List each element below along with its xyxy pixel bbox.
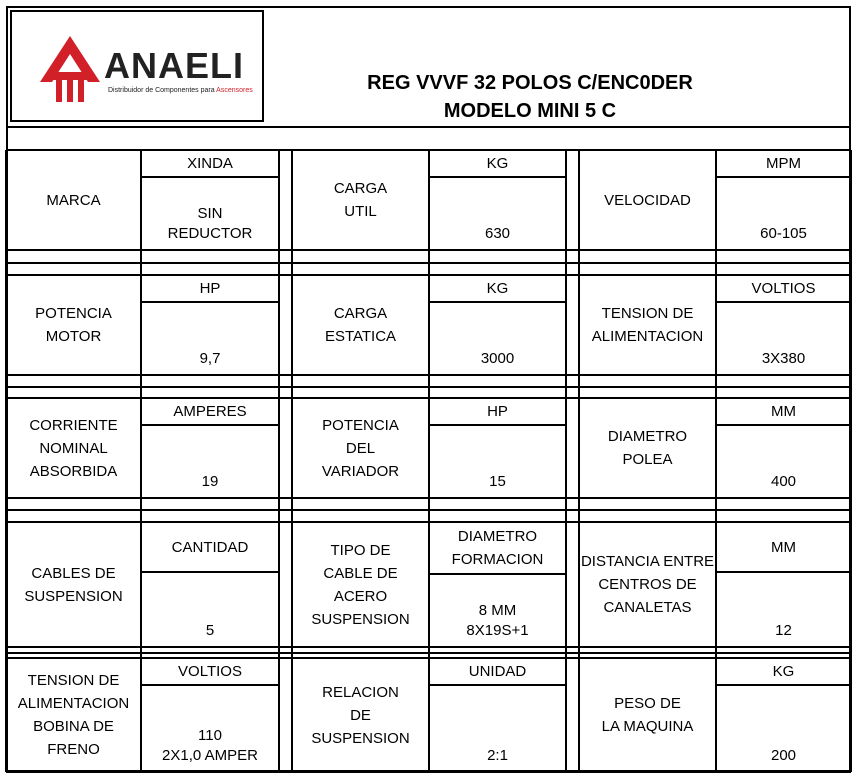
company-logo [10,10,264,122]
grid-line [278,375,280,398]
grid-line [715,647,717,658]
spec-unit: HP [487,403,508,420]
grid-line [850,647,852,658]
spec-label: CABLES DE SUSPENSION [24,564,123,605]
grid-line [291,498,293,522]
spec-unit: XINDA [187,155,233,172]
spec-unit: MM [771,403,796,420]
spec-value: 3000 [480,350,515,367]
spec-unit: VOLTIOS [178,663,242,680]
spec-label: RELACION DE SUSPENSION [311,683,410,747]
grid-line [278,647,280,658]
grid-line [278,498,280,522]
spec-value: 8 MM 8X19S+1 [466,602,529,639]
grid-line [428,498,430,522]
spec-label: CARGA ESTATICA [324,305,397,345]
spec-unit: MM [771,538,796,556]
grid-line [140,647,142,658]
grid-line [565,647,567,658]
grid-line [428,375,430,398]
spec-value: 60-105 [760,225,807,242]
spec-label: TENSION DE ALIMENTACION [591,305,704,345]
spec-unit: VOLTIOS [751,280,816,297]
grid-line [291,250,293,275]
spec-label: CORRIENTE NOMINAL ABSORBIDA [29,416,118,480]
logo-wordmark: ANAELI [104,45,244,86]
grid-line [5,250,7,275]
spec-value: 2:1 [487,747,508,764]
grid-line [140,250,142,275]
grid-line [715,498,717,522]
grid-line [578,647,580,658]
spec-label: VELOCIDAD [604,191,691,209]
logo-tagline [108,87,253,94]
page-title: REG VVVF 32 POLOS C/ENC0DER [367,72,693,94]
spec-unit: KG [486,155,509,172]
logo-tagline-prefix: Distribuidor de Componentes para [108,87,217,94]
spec-value: 200 [770,747,797,764]
spec-label: PESO DE LA MAQUINA [601,695,694,735]
spec-value: 3X380 [761,350,806,367]
spec-unit: KG [772,663,795,680]
grid-line [850,250,852,275]
spec-value: 400 [770,473,797,490]
logo-tagline-highlight: Ascensores [216,87,253,94]
spec-unit: CANTIDAD [171,538,249,556]
grid-line [6,126,851,128]
spec-value: 5 [205,622,215,639]
grid-line [850,498,852,522]
grid-line [5,647,7,658]
grid-line [578,250,580,275]
spec-unit: KG [486,280,509,297]
spec-value: SIN REDUCTOR [167,205,253,242]
spec-value: 110 2X1,0 AMPER [162,727,258,764]
spec-value: 15 [489,473,506,490]
grid-line [565,498,567,522]
grid-line [291,375,293,398]
grid-line [850,375,852,398]
spec-label: TIPO DE CABLE DE ACERO SUSPENSION [311,541,410,628]
grid-line [428,647,430,658]
spec-unit: AMPERES [173,403,247,420]
spec-label: CARGA UTIL [333,180,388,220]
spec-value: 630 [484,225,511,242]
grid-line [565,375,567,398]
spec-label: POTENCIA DEL VARIADOR [321,416,400,480]
spec-value: 12 [775,622,792,639]
logo-emblem-icon [38,34,102,104]
grid-line [291,647,293,658]
spec-unit: MPM [766,155,801,172]
grid-line [140,375,142,398]
spec-label: MARCA [46,191,101,209]
grid-line [578,498,580,522]
grid-line [428,250,430,275]
spec-unit: HP [199,280,221,297]
spec-unit: DIAMETRO FORMACION [451,528,544,568]
grid-line [5,498,7,522]
spec-value: 19 [201,473,219,490]
grid-line [715,375,717,398]
grid-line [565,250,567,275]
grid-line [140,498,142,522]
page-subtitle: MODELO MINI 5 C [443,100,617,122]
spec-unit: UNIDAD [468,663,527,680]
grid-line [5,375,7,398]
grid-line [578,375,580,398]
grid-line [278,250,280,275]
spec-label: POTENCIA MOTOR [35,305,112,345]
grid-line [715,250,717,275]
spec-label: TENSION DE ALIMENTACION BOBINA DE FRENO [17,672,130,758]
spec-label: DISTANCIA ENTRE CENTROS DE CANALETAS [580,553,715,616]
spec-value: 9,7 [199,350,221,367]
spec-label: DIAMETRO POLEA [607,428,688,468]
